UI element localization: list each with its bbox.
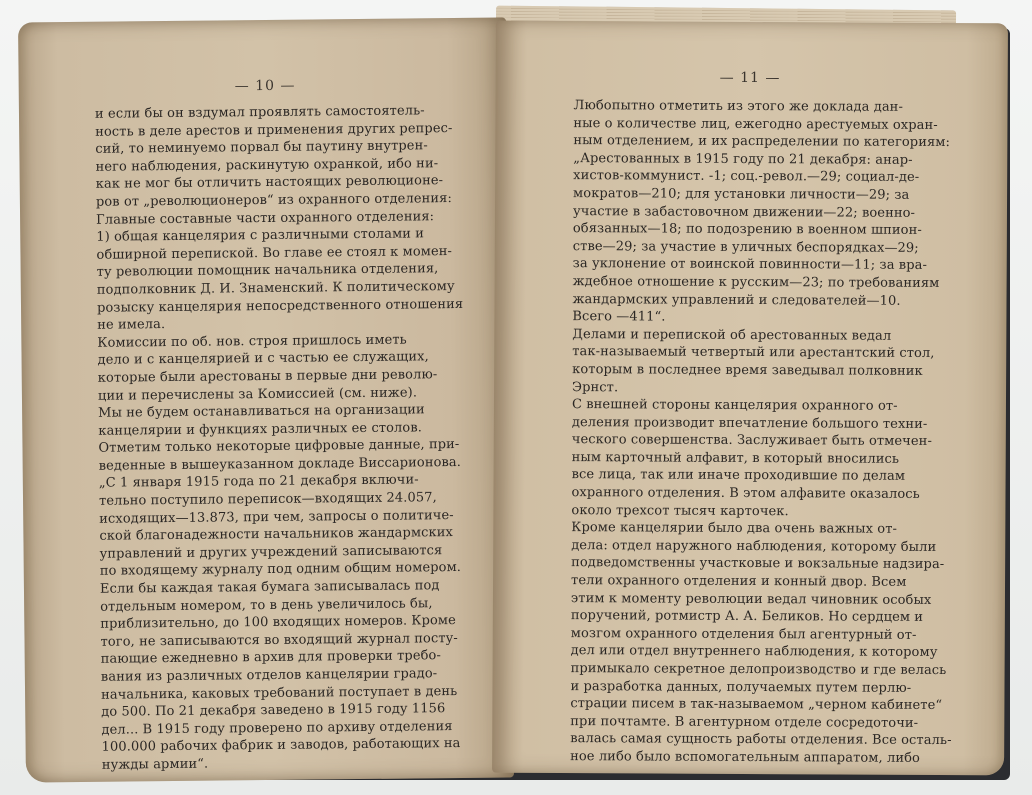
text-line: 1) общая канцелярия с различными столами и (96, 226, 425, 245)
text-line: как не мог бы отличить настоящих революционе- (95, 173, 444, 193)
text-line: которым в последнее время заведывал полковник (572, 361, 923, 379)
text-line: страции писем в так-называемом „черном кабинете“ (570, 696, 943, 714)
text-line: Главные составные части охранного отделения: (96, 208, 435, 228)
text-line: „С 1 января 1915 года по 21 декабря включи- (98, 472, 419, 492)
text-line: С внешней стороны канцелярия охранного от- (571, 397, 898, 414)
text-line: Делами и перепиской об арестованных ведал (572, 326, 892, 344)
text-line: валась самая сущность работы отделения. Все осталь- (570, 731, 952, 749)
text-line: дел... В 1915 году проверено по архиву отделения (101, 718, 453, 738)
text-line: канцелярии и функциях различных ее столов. (98, 420, 423, 439)
text-line: которые были арестованы в первые дни револю- (97, 367, 438, 386)
text-line: ской благонадежности начальников жандармских (99, 525, 454, 545)
text-line: ческого совершенства. Заслуживает быть отмечен- (571, 432, 933, 450)
text-line: поручений, ротмистр А. А. Беликов. Но сердцем и (570, 608, 924, 626)
text-line: Кроме канцелярии было два очень важных от- (571, 520, 898, 538)
text-line: дело и с канцелярией и с частью ее служащих, (97, 349, 429, 369)
text-line: вания из различных отделов канцелярии градо- (100, 666, 438, 685)
text-line: охранного отделения. В этом алфавите оказалось (571, 485, 920, 502)
left-page-text (95, 102, 484, 775)
right-page-text (570, 97, 967, 768)
text-line: него наблюдения, раскинутую охранкой, ибо ни- (95, 155, 439, 175)
text-line: обязанных—18; по подозрению в военном шпион- (572, 221, 922, 239)
text-line: розыску канцелярия непосредственного отношения (96, 296, 464, 316)
right-page (492, 21, 1008, 776)
text-line: Любопытно отметить из этого же доклада дан- (573, 98, 904, 115)
text-line: мозгом охранного отделения был агентурный от- (570, 625, 917, 643)
text-line: около трехсот тысяч карточек. (571, 502, 789, 519)
text-line: начальника, каковых требований поступает в день (100, 683, 458, 703)
text-line: тельно поступило переписок—входящих 24.057, (98, 490, 437, 509)
text-line: не имела. (97, 317, 166, 333)
text-line: все лица, так или иначе проходившие по делам (571, 467, 906, 485)
text-line: дела: отдел наружного наблюдения, которому были (571, 537, 937, 555)
text-line: ции и перечислены за Комиссией (см. ниже). (97, 384, 418, 404)
text-line: подполковник Д. И. Знаменский. К политическому (96, 278, 455, 298)
text-line: „Арестованных в 1915 году по 21 декабря: анар- (573, 150, 913, 168)
text-line: Мы не будем останавливаться на организации (98, 402, 425, 421)
text-line: ные о количестве лиц, ежегодно арестуемых охран- (573, 115, 938, 133)
text-line: исходящих—13.873, при чем, запросы о политиче- (99, 507, 454, 527)
text-line: дел или отдел внутреннего наблюдения, к которому (570, 643, 938, 661)
text-line: Если бы каждая такая бумага записывалась под (99, 578, 440, 597)
text-line: мократов—210; для установки личности—29; за (573, 186, 910, 203)
text-line: Отметим только некоторые цифровые данные, при- (98, 437, 460, 457)
text-line: примыкало секретное делопроизводство и где велась (570, 661, 947, 679)
text-line: хистов-коммунист. -1; соц.-револ.—29; социал-де- (573, 168, 920, 186)
text-line: и если бы он вздумал проявлять самостоятель- (94, 103, 425, 122)
text-line: ным карточный алфавит, в который вносились (571, 449, 900, 467)
text-line: деления производит впечатление большого техни- (571, 414, 928, 432)
text-line: приблизительно, до 100 входящих номеров. Кроме (100, 613, 456, 632)
text-line: по входящему журналу под одним общим номером. (99, 560, 462, 580)
text-line: 100.000 рабочих фабрик и заводов, работающих на (101, 736, 461, 756)
text-line: Эрнст. (572, 379, 619, 395)
text-line: ность в деле арестов и применения других репрес- (95, 120, 453, 140)
text-line: нужды армии“. (101, 756, 209, 773)
left-page-number: — 10 — (234, 77, 296, 95)
text-line: так-называемый четвертый или арестантский стол, (572, 344, 935, 362)
text-line: ждебное отношение к русским—23; по требованиям (572, 274, 940, 291)
text-line: пающие ежедневно в архив для проверки требо- (100, 648, 442, 668)
text-line: за уклонение от воинской повинности—11; за вра- (572, 256, 928, 274)
text-line: тели охранного отделения и конный двор. Всем (571, 573, 907, 590)
text-line: веденные в вышеуказанном докладе Виссарионова. (98, 454, 462, 474)
text-line: этим к моменту революции ведал чиновник особых (570, 590, 932, 608)
text-line: подведомственны участковые и вокзальные надзира- (571, 555, 945, 573)
text-line: при почтамте. В агентурном отделе сосредоточи- (570, 713, 919, 731)
text-line: жандармских управлений и следователей—10. (572, 291, 901, 309)
text-line: до 500. По 21 декабря заведено в 1915 году 1156 (101, 701, 446, 720)
text-line: ров от „революционеров“ из охранного отделения: (95, 191, 452, 210)
left-page (18, 17, 514, 782)
text-line: ту революции помощник начальника отделения, (96, 261, 439, 281)
text-line: управлений и других учреждений записываются (99, 543, 443, 562)
right-page-number: — 11 — (719, 69, 781, 87)
text-line: и разработка данных, получаемых путем перлю- (570, 678, 912, 696)
text-line: ным отделением, и их распределении по категориям: (573, 133, 951, 151)
text-line: того, не записываются во входящий журнал посту- (100, 630, 458, 650)
text-line: отдельным номером, то в день увеличилось бы, (100, 595, 433, 615)
text-line: ное либо было вспомогательным аппаратом, либо (570, 749, 921, 766)
text-line: сий, то неминуемо порвал бы паутину внутрен- (95, 138, 428, 157)
text-line: Комиссии по об. нов. строя пришлось иметь (97, 332, 407, 351)
text-line: участие в забастовочном движении—22; военно- (572, 203, 916, 221)
text-line: обширной перепиской. Во главе ее стоял к момен- (96, 243, 453, 263)
text-line: стве—29; за участие в уличных беспорядках—29; (572, 238, 919, 256)
text-line: Всего —411“. (572, 309, 666, 325)
